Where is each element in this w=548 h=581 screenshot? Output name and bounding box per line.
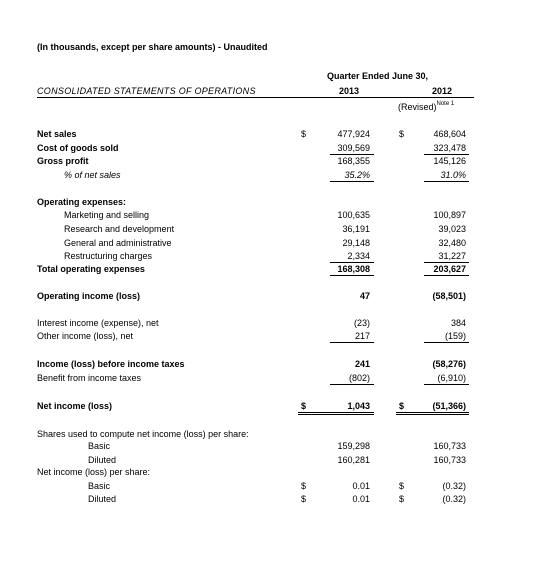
value-2013: 217 — [354, 331, 370, 341]
revised-text: (Revised) — [398, 102, 437, 112]
row-label-eps-diluted: Diluted — [88, 494, 117, 504]
value-2012: 100,897 — [433, 210, 466, 220]
value-2012: (58,276) — [432, 359, 466, 369]
currency-sign: $ — [399, 481, 405, 491]
section-header-eps: Net income (loss) per share: — [37, 467, 151, 477]
subtotal-rule — [330, 154, 374, 155]
row-label-tax-benefit: Benefit from income taxes — [37, 373, 142, 383]
subtotal-rule — [424, 154, 469, 155]
row-label-percent-of-net-sales: % of net sales — [64, 170, 121, 180]
value-2012: 468,604 — [433, 129, 466, 139]
column-header-2013: 2013 — [339, 86, 360, 96]
currency-sign: $ — [399, 494, 405, 504]
row-label-eps-basic: Basic — [88, 481, 111, 491]
currency-sign: $ — [301, 129, 307, 139]
value-2013: 100,635 — [337, 210, 370, 220]
row-label-shares-basic: Basic — [88, 441, 111, 451]
value-2012: (0.32) — [442, 494, 466, 504]
currency-sign: $ — [301, 481, 307, 491]
value-2013: 168,308 — [337, 264, 370, 274]
value-2013: 160,281 — [337, 455, 370, 465]
row-label-cost-of-goods-sold: Cost of goods sold — [37, 143, 119, 153]
value-2013: 47 — [359, 291, 370, 301]
row-label-gross-profit: Gross profit — [37, 156, 89, 166]
value-2012: 323,478 — [433, 143, 466, 153]
currency-sign: $ — [399, 401, 405, 411]
units-note: (In thousands, except per share amounts) - Unaudited — [37, 42, 268, 52]
section-header-shares: Shares used to compute net income (loss) per share: — [37, 429, 249, 439]
value-2013: 2,334 — [347, 251, 370, 261]
subtotal-rule — [330, 262, 374, 263]
value-2013: 309,569 — [337, 143, 370, 153]
subtotal-rule — [424, 275, 469, 276]
value-2012: (58,501) — [432, 291, 466, 301]
value-2012: (0.32) — [442, 481, 466, 491]
row-label-marketing: Marketing and selling — [64, 210, 150, 220]
value-2013: 35.2% — [344, 170, 370, 180]
period-header: Quarter Ended June 30, — [327, 71, 429, 81]
row-label-total-operating-expenses: Total operating expenses — [37, 264, 145, 274]
value-2013: 477,924 — [337, 129, 370, 139]
value-2013: (802) — [348, 373, 370, 383]
row-label-net-income: Net income (loss) — [37, 401, 113, 411]
revised-note: Note 1 — [436, 101, 455, 107]
subtotal-rule — [330, 342, 374, 343]
value-2012: (6,910) — [437, 373, 466, 383]
row-label-restructuring: Restructuring charges — [64, 251, 153, 261]
value-2012: 203,627 — [433, 264, 466, 274]
row-label-interest-income: Interest income (expense), net — [37, 318, 159, 328]
value-2012: 384 — [450, 318, 466, 328]
value-2013: (23) — [353, 318, 370, 328]
row-label-shares-diluted: Diluted — [88, 455, 117, 465]
row-label-income-before-taxes: Income (loss) before income taxes — [37, 359, 185, 369]
value-2012: 160,733 — [433, 441, 466, 451]
row-label-research: Research and development — [64, 224, 175, 234]
value-2012: (51,366) — [432, 401, 466, 411]
row-label-net-sales: Net sales — [37, 129, 77, 139]
revised-label — [398, 102, 454, 113]
row-label-other-income: Other income (loss), net — [37, 331, 134, 341]
section-header-operating-expenses: Operating expenses: — [37, 197, 127, 207]
subtotal-rule — [330, 181, 374, 182]
currency-sign: $ — [301, 401, 307, 411]
statement-title: CONSOLIDATED STATEMENTS OF OPERATIONS — [37, 86, 256, 96]
value-2013: 241 — [354, 359, 370, 369]
value-2013: 159,298 — [337, 441, 370, 451]
row-label-operating-income: Operating income (loss) — [37, 291, 141, 301]
value-2012: (159) — [444, 331, 466, 341]
currency-sign: $ — [399, 129, 405, 139]
subtotal-rule — [330, 384, 374, 385]
value-2012: 31,227 — [438, 251, 466, 261]
column-header-2012: 2012 — [432, 86, 453, 96]
value-2012: 145,126 — [433, 156, 466, 166]
value-2012: 32,480 — [438, 238, 466, 248]
value-2013: 0.01 — [352, 494, 370, 504]
value-2012: 31.0% — [440, 170, 466, 180]
subtotal-rule — [424, 384, 469, 385]
row-label-general-admin: General and administrative — [64, 238, 172, 248]
subtotal-rule — [424, 262, 469, 263]
subtotal-rule — [424, 181, 469, 182]
value-2013: 168,355 — [337, 156, 370, 166]
subtotal-rule — [330, 275, 374, 276]
total-double-rule — [396, 412, 469, 415]
header-rule — [37, 97, 474, 98]
subtotal-rule — [424, 342, 469, 343]
currency-sign: $ — [301, 494, 307, 504]
value-2013: 1,043 — [347, 401, 370, 411]
value-2012: 39,023 — [438, 224, 466, 234]
value-2013: 36,191 — [342, 224, 370, 234]
value-2013: 29,148 — [342, 238, 370, 248]
value-2012: 160,733 — [433, 455, 466, 465]
total-double-rule — [298, 412, 374, 415]
value-2013: 0.01 — [352, 481, 370, 491]
